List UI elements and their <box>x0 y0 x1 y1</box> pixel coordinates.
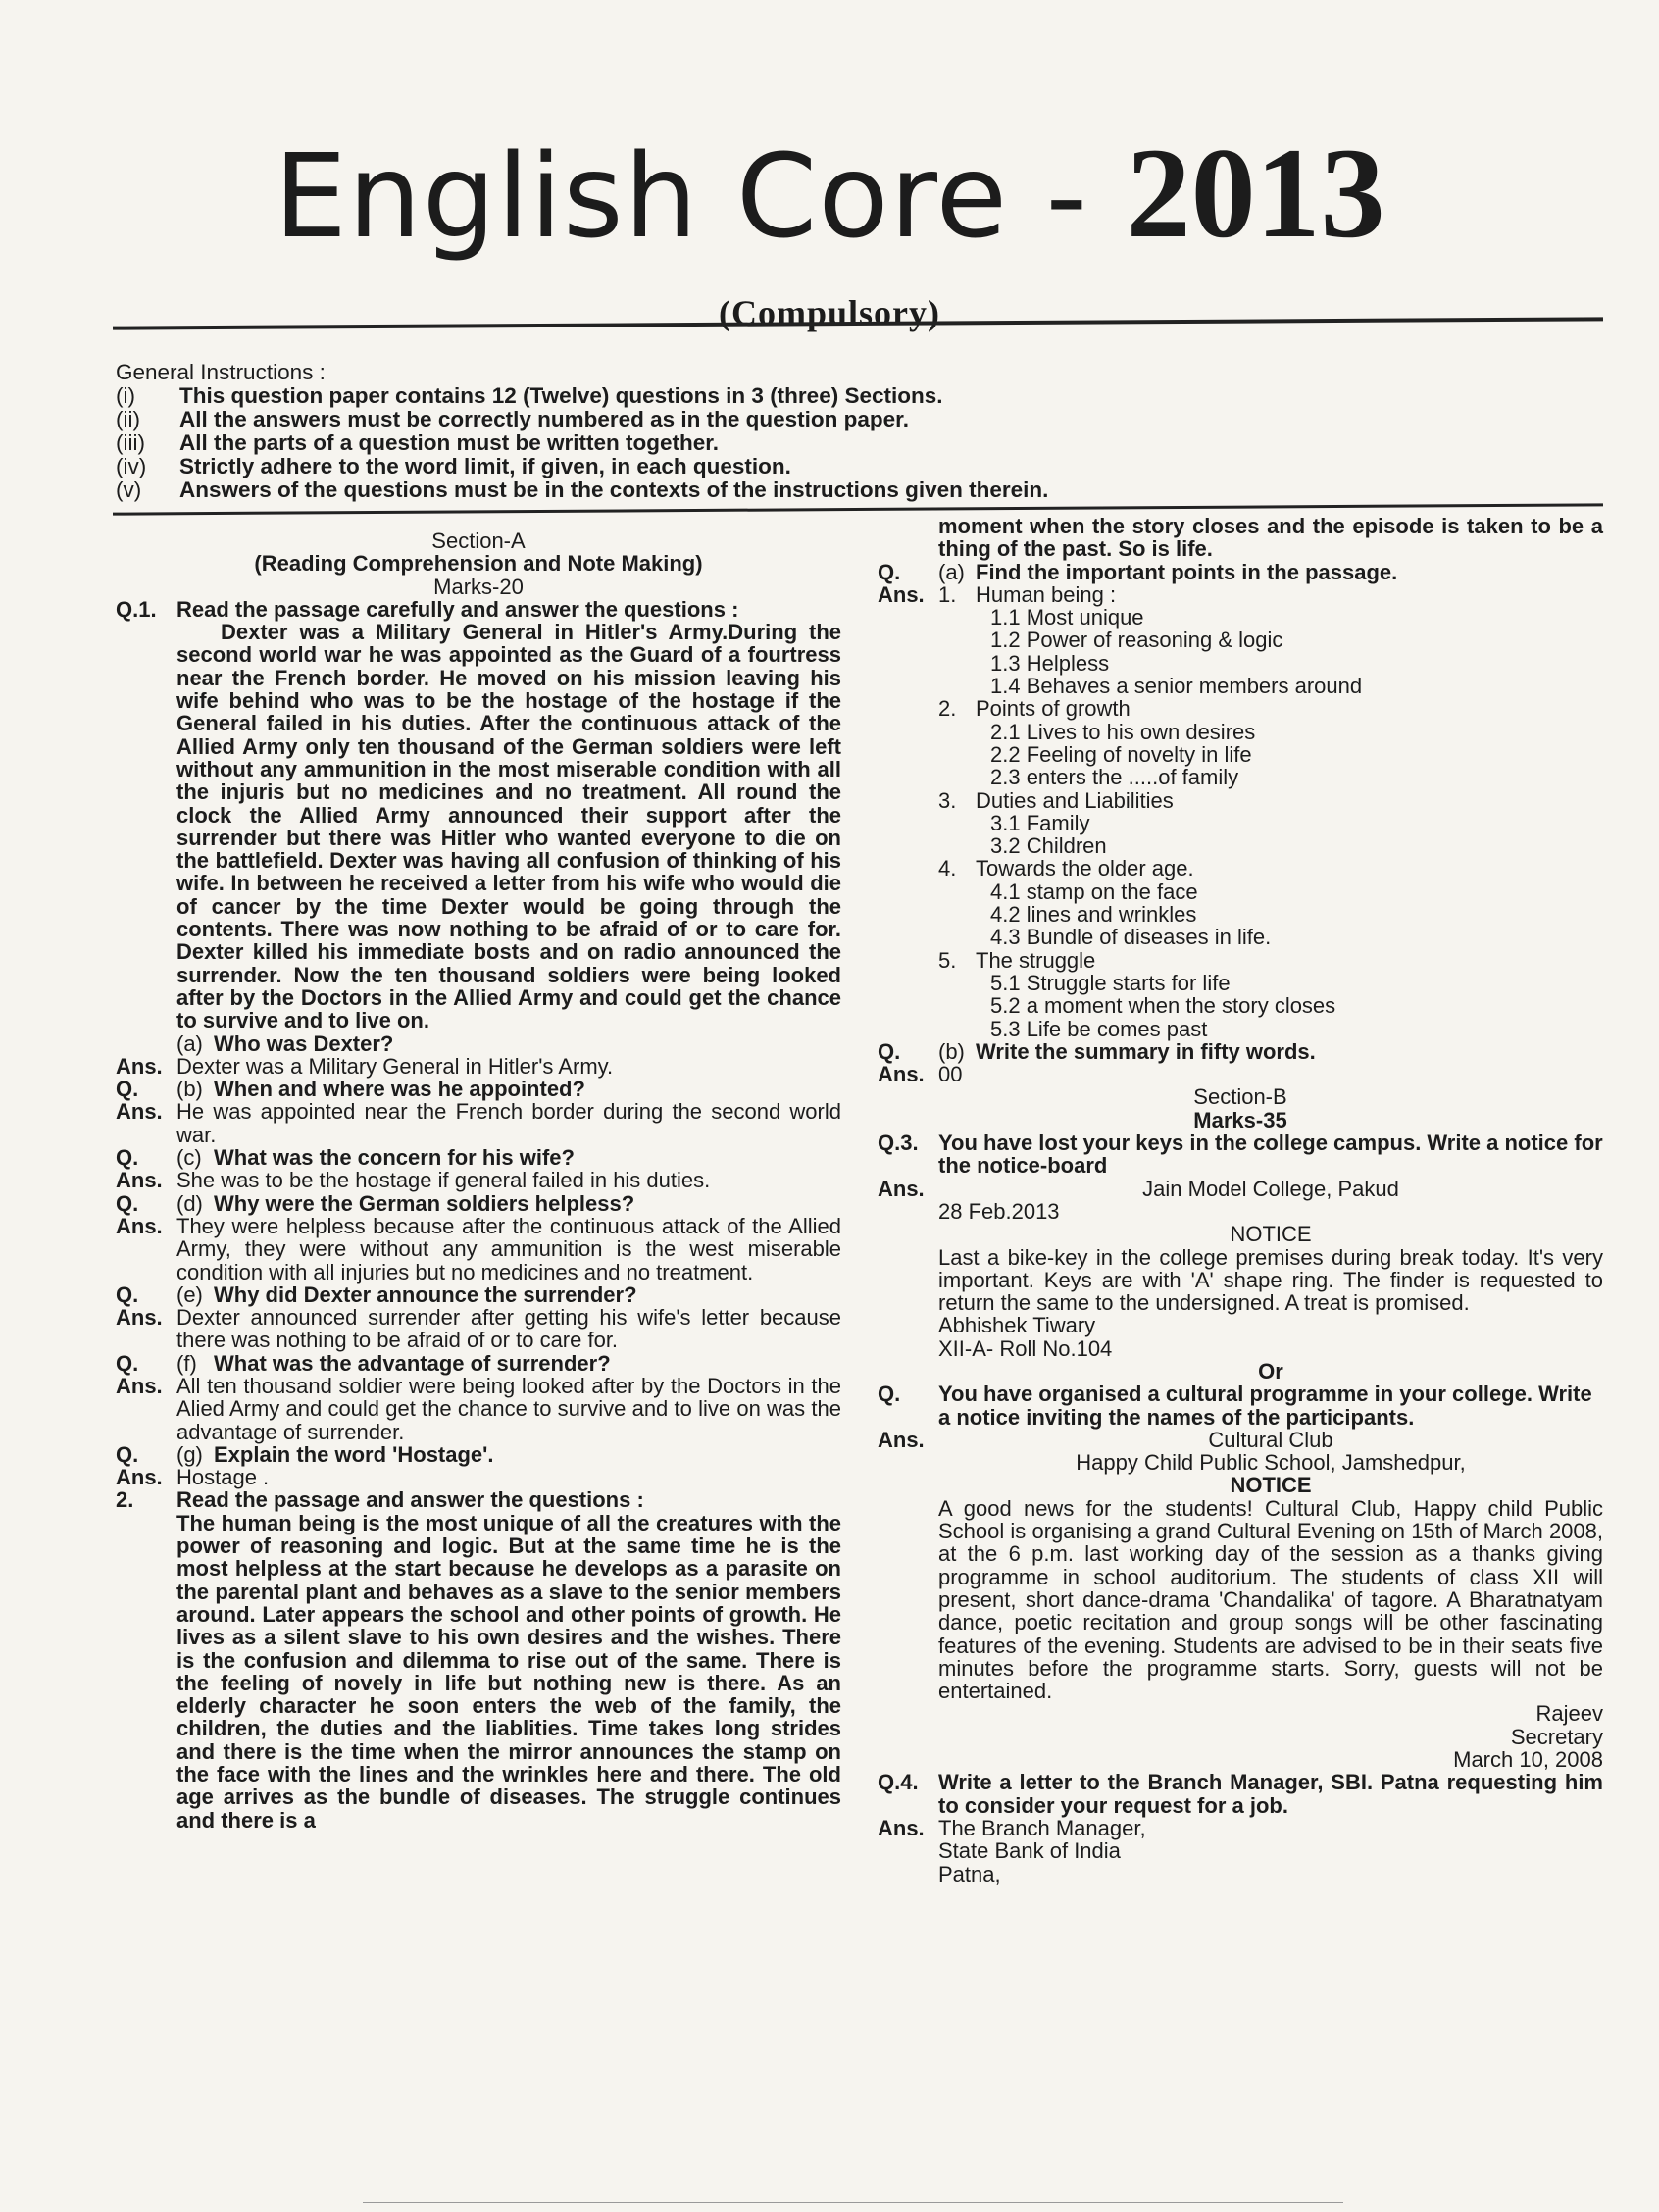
note-item: 3.1 Family <box>990 810 1090 835</box>
note-item: 4.2 lines and wrinkles <box>990 902 1197 928</box>
notes-group: 4. Towards the older age. <box>938 856 1194 881</box>
note-item: 5.3 Life be comes past <box>990 1016 1208 1041</box>
notice-2-sign-date: March 10, 2008 <box>1453 1747 1603 1773</box>
question-4: Q.4. Write a letter to the Branch Manager, SBI. Patna requesting him to consider your request for a job. <box>878 1770 1603 1818</box>
answer-1e: Ans. Dexter announced surrender after getting his wife's letter because there was nothing to be afraid of or to care for. <box>116 1305 841 1353</box>
note-item: 4.3 Bundle of diseases in life. <box>990 925 1272 950</box>
notes-group: 2. Points of growth <box>938 696 1131 722</box>
note-item: 2.1 Lives to his own desires <box>990 719 1256 744</box>
question-2: 2. Read the passage and answer the questions : <box>116 1487 644 1513</box>
question-1: Q.1. Read the passage carefully and answer the questions : <box>116 596 739 622</box>
note-item: 2.2 Feeling of novelty in life <box>990 741 1252 767</box>
notes-group: 3. Duties and Liabilities <box>938 787 1174 813</box>
letter-line: State Bank of India <box>938 1838 1121 1864</box>
question-2a: Q. (a) Find the important points in the passage. <box>878 559 1398 584</box>
notice-2-club: Ans. Cultural Club <box>878 1427 1333 1452</box>
question-1g: Q. (g) Explain the word 'Hostage'. <box>116 1441 494 1467</box>
notice-2-body: A good news for the students! Cultural Club, Happy child Public School is organising a grand Cultural Evening on 15th of March 2008, at the 6 p.m. last working day of the session as a thanks giving programme in school auditorium. The students of class XII will present, short dance-drama 'Chandalika' of tagore. A Bharatnatyam dance, poetic recitation and group songs will be other fascinating features of the evening. Students are advised to be in their seats five minutes before the programme starts. Sorry, guests will not be entertained. <box>938 1495 1603 1704</box>
question-1a: (a) Who was Dexter? <box>176 1031 394 1056</box>
question-1f: Q. (f) What was the advantage of surrender? <box>116 1350 611 1376</box>
note-item: 5.1 Struggle starts for life <box>990 970 1231 995</box>
note-item: 1.1 Most unique <box>990 605 1144 630</box>
notice-1-name: Abhishek Tiwary <box>938 1313 1096 1338</box>
question-1d: Q. (d) Why were the German soldiers helpless? <box>116 1190 635 1216</box>
answer-1b: Ans. He was appointed near the French border during the second world war. <box>116 1099 841 1147</box>
question-1b: Q. (b) When and where was he appointed? <box>116 1077 585 1102</box>
title-year: 2013 <box>1126 121 1385 265</box>
notice-1-roll: XII-A- Roll No.104 <box>938 1335 1113 1361</box>
letter-line: Patna, <box>938 1861 1001 1886</box>
notice-2-school: Happy Child Public School, Jamshedpur, <box>1076 1450 1466 1476</box>
notice-1-body: Last a bike-key in the college premises during break today. It's very important. Keys are with 'A' shape ring. The finder is requested to return the same to the undersigned. A treat is promised. <box>938 1244 1603 1316</box>
passage-1: Dexter was a Military General in Hitler's Army.During the second world war he was appointed as the Guard of a fourtress near the French border. He moved on his mission leaving his wife behind who was to be the hostage of the hostage if the General failed in his duties. After the continuous attack of the Allied Army only ten thousand of the German soldiers were left without any ammunition in the most miserable condition with all the injuris but no medicines and no treatment. All round the clock the Allied Army announced their support after the surrender but there was Hitler who wanted everyone to die on the battlefield. Dexter was having all confusion of thinking of his wife. In between he received a letter from his wife who would die of cancer by the time Dexter would be going through the contents. There was now nothing to be afraid of or to care for. Dexter killed his immediate bosts and on radio announced the surrender. Now the ten thousand soldiers were being looked after by the Doctors in the Allied Army and could get the chance to survive and to live on. <box>176 620 841 1033</box>
instructions-heading: General Instructions : <box>116 360 326 384</box>
notes-group: 5. The struggle <box>938 947 1096 973</box>
answer-1f: Ans. All ten thousand soldier were being looked after by the Doctors in the Alied Army and could get the chance to survive and to live on was the advantage of surrender. <box>116 1373 841 1444</box>
section-a-marks: Marks-20 <box>433 574 524 599</box>
note-item: 5.2 a moment when the story closes <box>990 993 1336 1019</box>
section-b-marks: Marks-35 <box>1193 1107 1287 1132</box>
answer-1a: Ans. Dexter was a Military General in Hitler's Army. <box>116 1053 614 1079</box>
answer-1d: Ans. They were helpless because after the continuous attack of the Allied Army, they were without any ammunition is the west miserable condition with all injuries but no medicines and no treatment. <box>116 1213 841 1284</box>
note-item: 1.2 Power of reasoning & logic <box>990 628 1283 653</box>
note-item: 3.2 Children <box>990 833 1107 859</box>
answer-1g: Ans. Hostage . <box>116 1465 270 1490</box>
section-b-title: Section-B <box>1193 1084 1287 1110</box>
instruction-item: (ii) All the answers must be correctly numbered as in the question paper. <box>116 407 909 431</box>
note-item: 1.3 Helpless <box>990 650 1110 676</box>
note-item: 1.4 Behaves a senior members around <box>990 674 1363 699</box>
notice-1-header: Ans. Jain Model College, Pakud <box>878 1176 1399 1201</box>
passage-2: The human being is the most unique of all the creatures with the power of reasoning and logic. But at the same time he is the most helpless at the start because he develops as a parasite on the parental plant and behaves as a slave to the senior members around. Later appears the school and other points of growth. He lives as a silent slave to his own desires and the wishes. There is the confusion and dilemma to rise out of the same. There is the feeling of novely in life but nothing new is there. As an elderly character he soon enters the web of the family, the children, the duties and the liablities. Time takes long strides and there is the time when the mirror announces the stamp on the face with the lines and the wrinkles here and there. The old age arrives as the bundle of diseases. The struggle continues and there is a <box>176 1510 841 1833</box>
question-3: Q.3. You have lost your keys in the college campus. Write a notice for the notice-board <box>878 1131 1603 1179</box>
answer-1c: Ans. She was to be the hostage if general failed in his duties. <box>116 1168 711 1193</box>
answer-2b: Ans. 00 <box>878 1062 963 1087</box>
instruction-item: (v) Answers of the questions must be in the contexts of the instructions given therein. <box>116 478 1049 502</box>
question-3b: Q. You have organised a cultural programme in your college. Write a notice inviting the names of the participants. <box>878 1382 1592 1430</box>
notice-2-sign-name: Rajeev <box>1535 1701 1603 1727</box>
question-2b: Q. (b) Write the summary in fifty words. <box>878 1038 1316 1064</box>
section-a-subtitle: (Reading Comprehension and Note Making) <box>254 551 703 577</box>
note-item: 2.3 enters the .....of family <box>990 765 1239 790</box>
passage-2-continued: moment when the story closes and the episode is taken to be a thing of the past. So is life. <box>938 514 1603 562</box>
note-item: 4.1 stamp on the face <box>990 879 1198 904</box>
footer-rule <box>363 2202 1343 2203</box>
notice-1-date: 28 Feb.2013 <box>938 1198 1060 1224</box>
notice-2-heading: NOTICE <box>1230 1473 1312 1498</box>
general-instructions <box>116 361 1596 502</box>
instruction-item: (i) This question paper contains 12 (Twelve) questions in 3 (three) Sections. <box>116 383 943 408</box>
notes-group: Ans. 1. Human being : <box>878 581 1117 607</box>
right-column <box>878 515 1603 1885</box>
question-1e: Q. (e) Why did Dexter announce the surrender? <box>116 1282 637 1307</box>
instruction-item: (iv) Strictly adhere to the word limit, if given, in each question. <box>116 454 791 478</box>
question-1c: Q. (c) What was the concern for his wife? <box>116 1145 575 1171</box>
left-column <box>116 529 841 1832</box>
or-separator: Or <box>1258 1358 1283 1383</box>
notice-1-heading: NOTICE <box>1230 1222 1312 1247</box>
instruction-item: (iii) All the parts of a question must be written together. <box>116 430 720 455</box>
notice-2-sign-title: Secretary <box>1510 1724 1603 1749</box>
title-main: English Core - <box>274 128 1127 264</box>
subtitle: (Compulsory) <box>719 293 940 332</box>
letter-line: Ans. The Branch Manager, <box>878 1815 1146 1840</box>
section-a-title: Section-A <box>431 528 526 553</box>
page-title <box>0 118 1659 268</box>
